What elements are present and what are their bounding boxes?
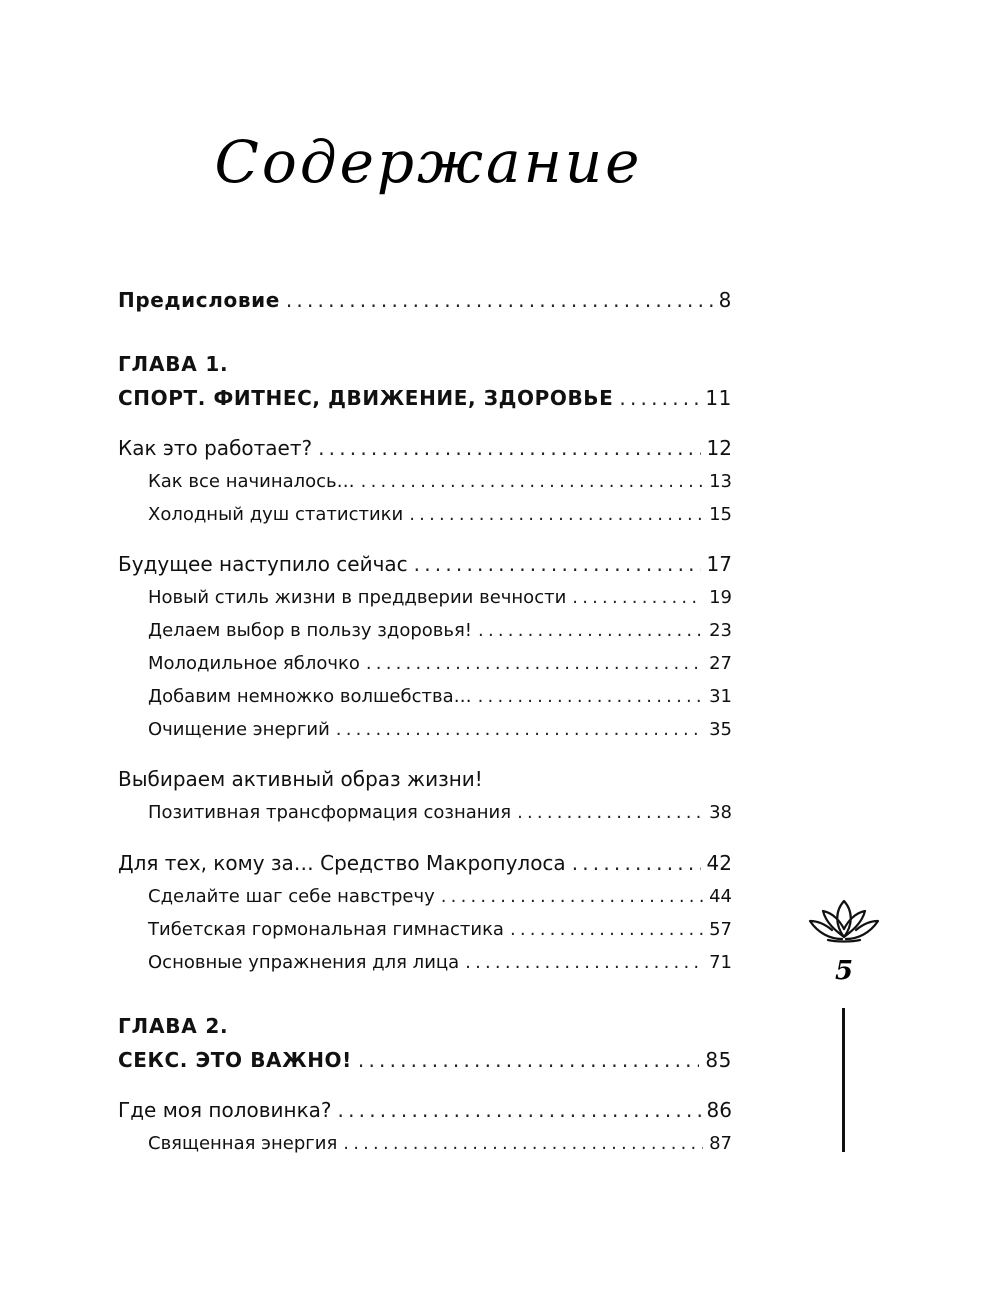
toc-entry-title: Как это работает?	[118, 436, 313, 460]
toc-entry-title: Будущее наступило сейчас	[118, 552, 408, 576]
dot-leader	[465, 951, 703, 975]
toc-entry-page: 31	[709, 686, 732, 707]
toc-entry-page: 86	[706, 1098, 732, 1122]
toc-entry-page: 27	[709, 653, 732, 674]
toc-entry-page: 11	[705, 386, 732, 410]
toc-entry-title: СЕКС. ЭТО ВАЖНО!	[118, 1048, 352, 1072]
toc-entry-title: Очищение энергий	[148, 719, 330, 740]
dot-leader	[441, 885, 703, 909]
toc-entry-page: 23	[709, 620, 732, 641]
lotus-icon	[806, 895, 882, 945]
toc-entry-title: Молодильное яблочко	[148, 653, 360, 674]
toc-subentry[interactable]	[148, 470, 732, 494]
toc-entry[interactable]	[118, 552, 732, 576]
toc-entry-title: Новый стиль жизни в преддверии вечности	[148, 587, 567, 608]
dot-leader	[338, 1098, 701, 1122]
toc-entry-title: Холодный душ статистики	[148, 504, 404, 525]
toc-subentry[interactable]	[148, 619, 732, 643]
page-title: Содержание	[214, 128, 643, 196]
toc-entry-page: 44	[709, 886, 732, 907]
toc-entry-page: 87	[709, 1133, 732, 1154]
page-number: 5	[834, 956, 854, 986]
vertical-rule	[842, 1008, 845, 1152]
toc-subentry[interactable]	[148, 801, 732, 825]
toc-subentry[interactable]	[148, 586, 732, 610]
dot-leader	[366, 652, 703, 676]
toc-entry-page: 12	[706, 436, 732, 460]
dot-leader	[343, 1132, 703, 1156]
toc-subentry[interactable]	[148, 951, 732, 975]
toc-entry-title: Предисловие	[118, 288, 280, 312]
toc-entry-page: 71	[709, 952, 732, 973]
toc-entry-title: Где моя половинка?	[118, 1098, 332, 1122]
dot-leader	[318, 436, 700, 460]
toc-entry-page: 15	[709, 504, 732, 525]
chapter-label: ГЛАВА 1.	[118, 352, 229, 376]
toc-entry-title: Добавим немножко волшебства…	[148, 686, 472, 707]
toc-entry-title: СПОРТ. ФИТНЕС, ДВИЖЕНИЕ, ЗДОРОВЬЕ	[118, 386, 614, 410]
toc-subentry[interactable]	[148, 918, 732, 942]
dot-leader	[358, 1048, 699, 1072]
toc-entry-page: 19	[709, 587, 732, 608]
dot-leader	[409, 503, 703, 527]
toc-subentry[interactable]	[148, 685, 732, 709]
dot-leader	[619, 386, 699, 410]
toc-entry-title: Позитивная трансформация сознания	[148, 802, 512, 823]
toc-entry-title: Делаем выбор в пользу здоровья!	[148, 620, 473, 641]
dot-leader	[336, 718, 703, 742]
chapter-label: ГЛАВА 2.	[118, 1014, 229, 1038]
toc-entry-title: Основные упражнения для лица	[148, 952, 460, 973]
dot-leader	[478, 619, 703, 643]
toc-subentry[interactable]	[148, 652, 732, 676]
dot-leader	[286, 288, 713, 312]
toc-subentry[interactable]	[148, 885, 732, 909]
toc-entry-title: Выбираем активный образ жизни!	[118, 767, 483, 791]
toc-entry-title: Сделайте шаг себе навстречу	[148, 886, 435, 907]
toc-entry-page: 42	[706, 851, 732, 875]
toc-entry-title: Как все начиналось…	[148, 471, 355, 492]
dot-leader	[510, 918, 703, 942]
toc-entry-title: Для тех, кому за… Средство Макропулоса	[118, 851, 566, 875]
toc-entry-title: Священная энергия	[148, 1133, 338, 1154]
toc-subentry[interactable]	[148, 718, 732, 742]
dot-leader	[572, 586, 703, 610]
dot-leader	[478, 685, 703, 709]
toc-entry-chapter-2[interactable]	[118, 1048, 732, 1072]
toc-entry-page: 13	[709, 471, 732, 492]
toc-entry-page: 38	[709, 802, 732, 823]
toc-entry-page: 35	[709, 719, 732, 740]
toc-entry-page: 17	[706, 552, 732, 576]
dot-leader	[517, 801, 703, 825]
toc-entry[interactable]	[118, 436, 732, 460]
toc-subentry[interactable]	[148, 503, 732, 527]
toc-entry-chapter-1[interactable]	[118, 386, 732, 410]
toc-entry-title: Тибетская гормональная гимнастика	[148, 919, 504, 940]
toc-entry-page: 85	[705, 1048, 732, 1072]
toc-entry[interactable]	[118, 1098, 732, 1122]
toc-entry[interactable]	[118, 851, 732, 875]
dot-leader	[361, 470, 703, 494]
toc-subentry[interactable]	[148, 1132, 732, 1156]
dot-leader	[572, 851, 701, 875]
toc-entry-preface[interactable]	[118, 288, 732, 312]
dot-leader	[414, 552, 701, 576]
toc-entry-page: 57	[709, 919, 732, 940]
toc-entry-page: 8	[718, 288, 732, 312]
toc-entry[interactable]	[118, 767, 732, 791]
